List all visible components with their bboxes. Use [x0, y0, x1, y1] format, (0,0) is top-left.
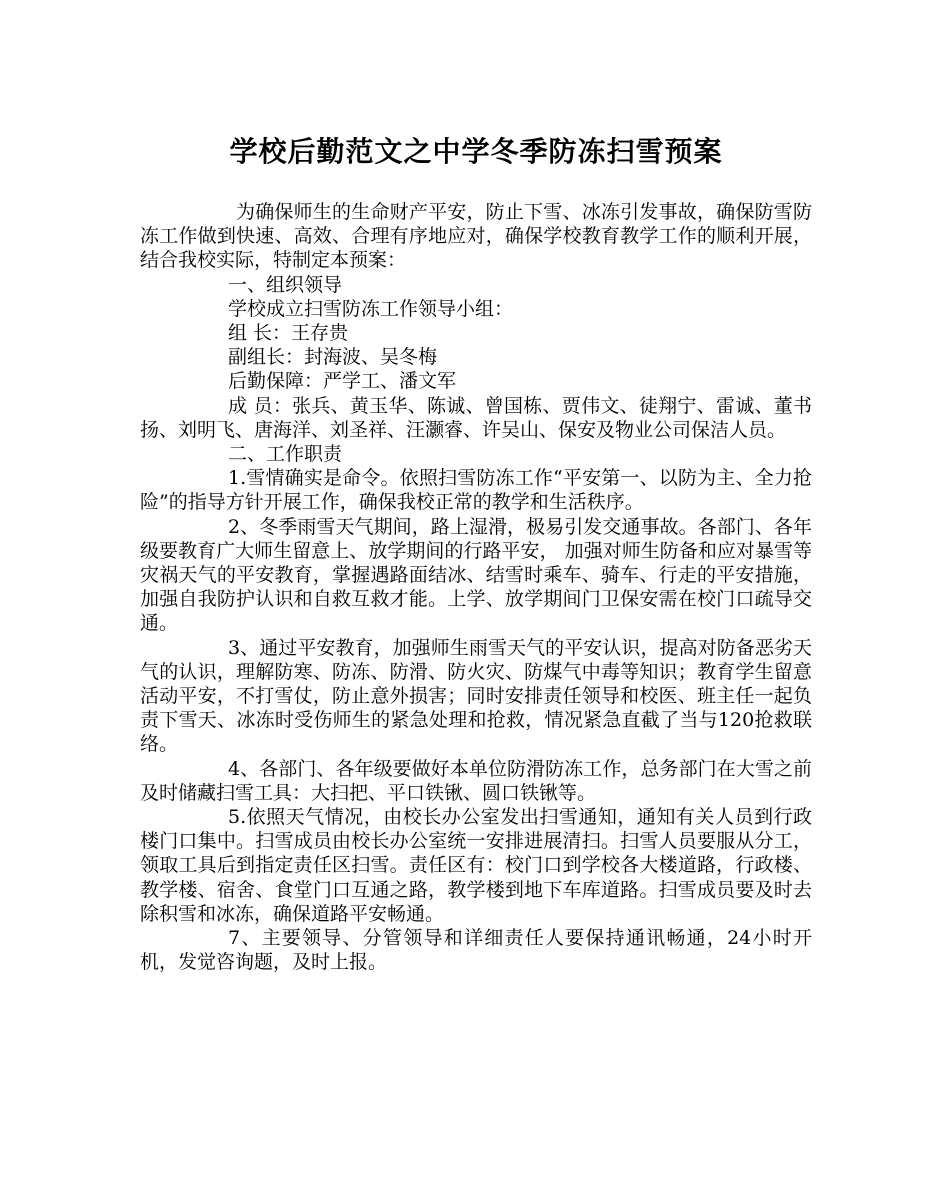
- document-title: 学校后勤范文之中学冬季防冻扫雪预案: [229, 135, 723, 168]
- heading-duties: 二、工作职责: [228, 443, 343, 466]
- document-page: [140, 0, 812, 975]
- paragraph-duty-5: 5.依照天气情况，由校长办公室发出扫雪通知，通知有关人员到行政楼门口集中。扫雪成员由校长办公室统一安排进展清扫。扫雪人员要服从分工，领取工具后到指定责任区扫雪。责任区有：校门口到学校各大楼道路，行政楼、教学楼、宿舍、食堂门口互通之路，教学楼到地下车库道路。扫雪成员要及时去除积雪和冰冻，确保道路平安畅通。: [140, 806, 812, 925]
- paragraph-deputy-leaders: 副组长：封海波、吴冬梅: [228, 346, 438, 369]
- paragraph-duty-2: 2、冬季雨雪天气期间，路上湿滑，极易引发交通事故。各部门、各年级要教育广大师生留意上、放学期间的行路平安， 加强对师生防备和应对暴雪等灾祸天气的平安教育，掌握遇路面结冰、结雪时乘车、骑车、行走的平安措施，加强自我防护认识和自救互救才能。上学、放学期间门卫保安需在校门口疏导交通。: [140, 515, 812, 635]
- heading-organization: 一、组织领导: [228, 273, 343, 296]
- document-body: [140, 200, 812, 975]
- paragraph-duty-4: 4、各部门、各年级要做好本单位防滑防冻工作，总务部门在大雪之前及时储藏扫雪工具：大扫把、平口铁锹、圆口铁锹等。: [140, 757, 812, 804]
- paragraph-duty-7: 7、主要领导、分管领导和详细责任人要保持通讯畅通，24小时开机，发觉咨询题，及时上报。: [140, 927, 812, 974]
- paragraph-duty-1: 1.雪情确实是命令。依照扫雪防冻工作“平安第一、以防为主、全力抢险”的指导方针开展工作，确保我校正常的教学和生活秩序。: [140, 467, 812, 514]
- paragraph-logistics: 后勤保障：严学工、潘文军: [228, 370, 457, 393]
- paragraph-intro: 为确保师生的生命财产平安，防止下雪、冰冻引发事故，确保防雪防冻工作做到快速、高效、合理有序地应对，确保学校教育教学工作的顺利开展，结合我校实际，特制定本预案：: [140, 201, 812, 272]
- paragraph-team-setup: 学校成立扫雪防冻工作领导小组：: [228, 297, 514, 320]
- paragraph-duty-3: 3、通过平安教育，加强师生雨雪天气的平安认识，提高对防备恶劣天气的认识，理解防寒、防冻、防滑、防火灾、防煤气中毒等知识；教育学生留意活动平安，不打雪仗，防止意外损害；同时安排责任领导和校医、班主任一起负责下雪天、冰冻时受伤师生的紧急处理和抢救，情况紧急直截了当与120抢救联络。: [140, 636, 812, 756]
- paragraph-team-leader: 组 长：王存贵: [228, 322, 349, 345]
- paragraph-members: 成 员：张兵、黄玉华、陈诚、曾国栋、贾伟文、徒翔宁、雷诚、董书扬、刘明飞、唐海洋、刘圣祥、汪灏睿、许吴山、保安及物业公司保洁人员。: [140, 394, 812, 441]
